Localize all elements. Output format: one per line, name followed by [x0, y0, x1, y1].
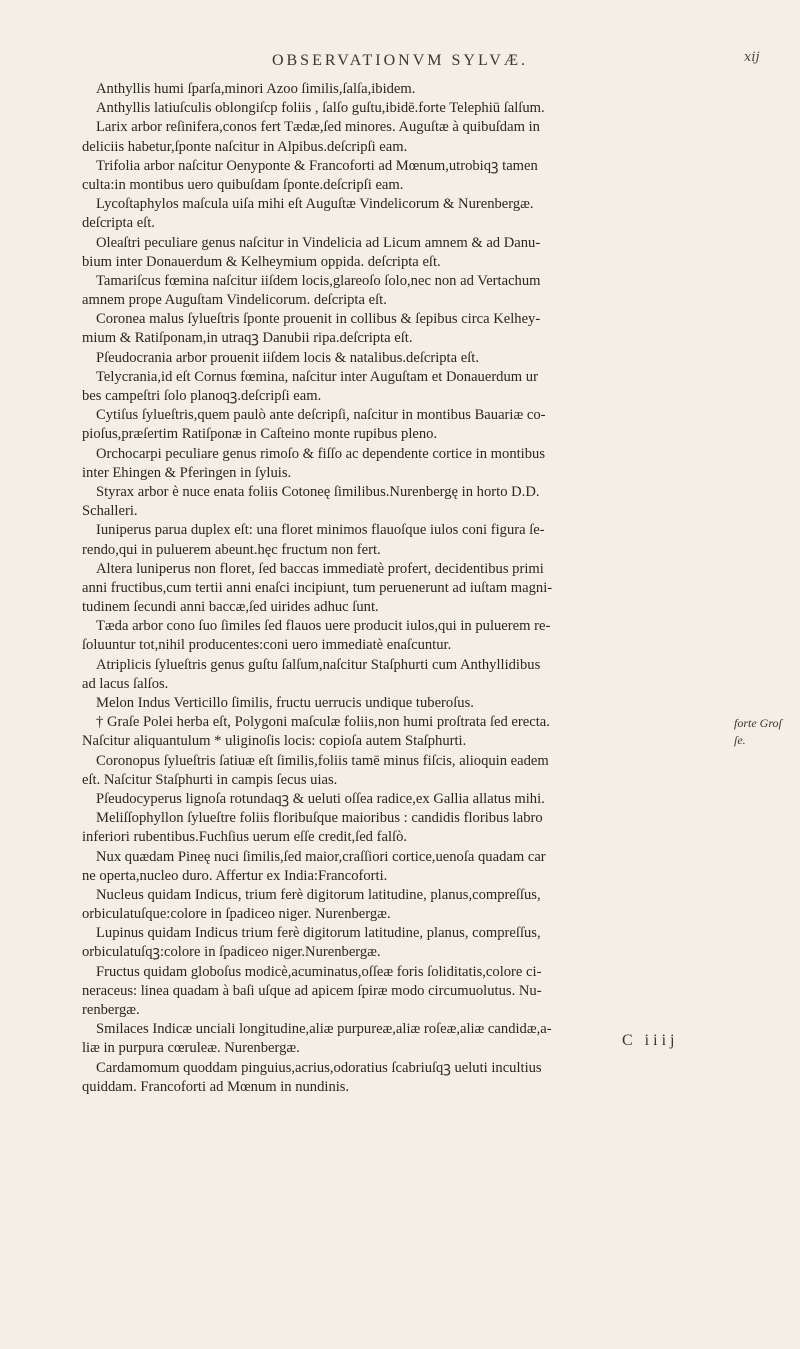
text-line: Anthyllis humi ſparſa,minori Azoo ſimilis,ſalſa,ibidem. [96, 81, 416, 97]
text-line: Smilaces Indicæ unciali longitudine,aliæ purpureæ,aliæ roſeæ,aliæ candidæ,a- [96, 1021, 552, 1038]
text-line: Cytiſus ſylueſtris,quem paulò ante deſcripſi, naſcitur in montibus Bauariæ co- [96, 407, 546, 424]
text-line: quiddam. Francoforti ad Mœnum in nundinis. [82, 1078, 350, 1095]
text-line: liæ in purpura cœruleæ. Nurenbergæ. [82, 1040, 300, 1057]
signature-mark: C iiij [622, 1032, 679, 1049]
folio-number: xij [744, 50, 760, 65]
text-line: Larix arbor reſinifera,conos fert Tædæ,ſed minores. Auguſtæ à quibuſdam in [96, 119, 540, 136]
text-line: Coronopus ſylueſtris ſatiuæ eſt ſimilis,foliis tamē minus fiſcis, alioquin eadem [96, 752, 549, 769]
text-line: inferiori rubentibus.Fuchſius uerum eſſe credit,ſed falſò. [82, 829, 408, 846]
text-line: Oleaſtri peculiare genus naſcitur in Vindelicia ad Licum amnem & ad Danu- [96, 234, 541, 251]
text-line: mium & Ratiſponam,in utraqꝫ Danubii ripa.deſcripta eſt. [82, 330, 413, 347]
text-line: Schalleri. [82, 503, 138, 520]
text-line: Pſeudocrania arbor prouenit iiſdem locis & natalibus.deſcripta eſt. [96, 349, 479, 366]
text-line: anni fructibus,cum tertii anni enaſci incipiunt, tum peruenerunt ad iuſtam magni- [82, 579, 553, 596]
text-line: pioſus,præſertim Ratiſponæ in Caſteino monte rupibus pleno. [82, 426, 438, 443]
text-line: deliciis habetur,ſponte naſcitur in Alpibus.deſcripſi eam. [82, 138, 408, 155]
text-line: renbergæ. [82, 1002, 140, 1018]
text-line: Anthyllis latiuſculis oblongiſcp foliis , ſalſo guſtu,ibidē.forte Telephiū ſalſum. [96, 100, 545, 117]
text-line: tudinem ſecundi anni baccæ,ſed uirides adhuc ſunt. [82, 599, 379, 616]
text-line: Lupinus quidam Indicus trium ferè digitorum latitudine, planus, compreſſus, [96, 925, 541, 942]
text-line: Styrax arbor è nuce enata foliis Cotoneę ſimilibus.Nurenbergę in horto D.D. [96, 483, 540, 500]
text-line: orbiculatuſqꝫ:colore in ſpadiceo niger.Nurenbergæ. [82, 944, 381, 961]
text-line: deſcripta eſt. [82, 215, 155, 232]
text-line: bes campeſtri ſolo planoqꝫ.deſcripſi eam. [82, 388, 322, 404]
margin-note: ſe. [734, 733, 746, 747]
text-line: Tamariſcus fœmina naſcitur iiſdem locis,glareoſo ſolo,nec non ad Vertachum [96, 272, 541, 289]
text-line: Coronea malus ſylueſtris ſponte prouenit in collibus & ſepibus circa Kelhey- [96, 311, 541, 328]
text-line: Pſeudocyperus lignoſa rotundaqꝫ & ueluti oſſea radice,ex Gallia allatus mihi. [96, 790, 545, 807]
running-head: OBSERVATIONVM SYLVÆ. [271, 52, 529, 69]
text-line: inter Ehingen & Pferingen in ſyluis. [82, 464, 292, 481]
text-line: ad lacus ſalſos. [82, 675, 169, 692]
text-line: Trifolia arbor naſcitur Oenyponte & Francoforti ad Mœnum,utrobiqꝫ tamen [96, 157, 538, 174]
text-line: Nucleus quidam Indicus, trium ferè digitorum latitudine, planus,compreſſus, [96, 886, 541, 903]
margin-note: forte Groſ [734, 716, 782, 730]
text-line: Orchocarpi peculiare genus rimoſo & fiſſo ac dependente cortice in montibus [96, 445, 546, 462]
text-line: Tæda arbor cono ſuo ſimiles ſed flauos uere producit iulos,qui in puluerem re- [96, 618, 551, 635]
text-line: Naſcitur aliquantulum * uliginoſis locis: copioſa autem Staſphurti. [82, 733, 467, 750]
text-line: Telycrania,id eſt Cornus fœmina, naſcitur inter Auguſtam et Donauerdum ur [96, 368, 538, 385]
text-line: bium inter Donauerdum & Kelheymium oppida. deſcripta eſt. [82, 253, 441, 270]
text-line: Atriplicis ſylueſtris genus guſtu ſalſum,naſcitur Staſphurti cum Anthyllidibus [96, 656, 541, 673]
text-line: culta:in montibus uero quibuſdam ſponte.deſcripſi eam. [82, 176, 404, 193]
body-text [82, 80, 730, 1097]
text-line: Nux quædam Pineę nuci ſimilis,ſed maior,craſſiori cortice,uenoſa quadam car [96, 848, 546, 865]
text-line: Meliſſophyllon ſylueſtre foliis floribuſque maioribus : candidis floribus labro [96, 810, 543, 827]
text-line: rendo,qui in puluerem abeunt.hęc fructum non fert. [82, 541, 381, 558]
text-line: Melon Indus Verticillo ſimilis, fructu uerrucis undique tuberoſus. [96, 695, 474, 711]
text-line: eſt. Naſcitur Staſphurti in campis ſecus uias. [82, 771, 338, 788]
text-line: ne operta,nucleo duro. Affertur ex India:Francoforti. [82, 867, 388, 884]
text-line: Cardamomum quoddam pinguius,acrius,odoratius ſcabriuſqꝫ ueluti incultius [96, 1059, 542, 1076]
text-line: neraceus: linea quadam à baſi uſque ad apicem ſpiræ modo circumuolutus. Nu- [82, 982, 542, 999]
text-line: † Graſe Polei herba eſt, Polygoni maſculæ foliis,non humi proſtrata ſed erecta. [96, 714, 550, 731]
text-line: Iuniperus parua duplex eſt: una floret minimos flauoſque iulos coni figura ſe- [96, 522, 545, 539]
text-line: amnem prope Auguſtam Vindelicorum. deſcripta eſt. [82, 292, 387, 309]
text-line: Lycoſtaphylos maſcula uiſa mihi eſt Auguſtæ Vindelicorum & Nurenbergæ. [96, 196, 534, 213]
text-line: orbiculatuſque:colore in ſpadiceo niger. Nurenbergæ. [82, 906, 391, 923]
text-line: Altera luniperus non floret, ſed baccas immediatè profert, decidentibus primi [96, 560, 544, 577]
text-line: ſoluuntur tot,nihil producentes:coni uero immediatè enaſcuntur. [82, 637, 452, 654]
text-line: Fructus quidam globoſus modicè,acuminatus,oſſeæ foris ſoliditatis,colore ci- [96, 963, 542, 980]
